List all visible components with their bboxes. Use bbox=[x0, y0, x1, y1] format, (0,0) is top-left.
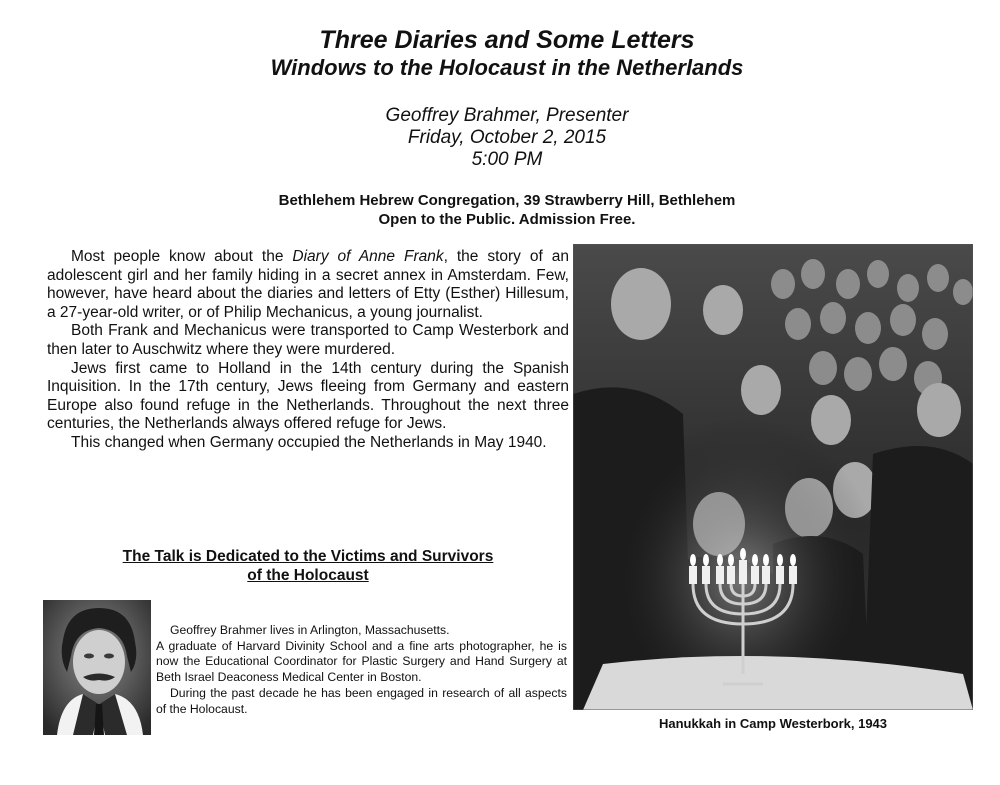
intro-paragraph bbox=[47, 248, 569, 322]
venue-address: Bethlehem Hebrew Congregation, 39 Strawberry Hill, Bethlehem bbox=[278, 192, 736, 209]
presenter-name: Geoffrey Brahmer, Presenter bbox=[385, 105, 629, 126]
dedication-heading bbox=[47, 547, 569, 585]
bio-paragraph: During the past decade he has been engaged in research of all aspects of the Holocaust. bbox=[156, 685, 567, 716]
subtitle: Windows to the Holocaust in the Netherlands bbox=[270, 55, 744, 80]
venue-block bbox=[0, 191, 1000, 229]
presenter-block bbox=[0, 105, 1000, 171]
book-title: Diary of Anne Frank bbox=[292, 248, 444, 265]
dedication-line: The Talk is Dedicated to the Victims and Survivors bbox=[122, 548, 494, 565]
dedication-line: of the Holocaust bbox=[247, 567, 369, 584]
intro-paragraph: Jews first came to Holland in the 14th century during the Spanish Inquisition. In the 17th century, Jews fleeing from Germany and eastern Europe also found refuge in the Netherlands. Throughout the next three centuries, the Netherlands always offered refuge for Jews. bbox=[47, 359, 569, 433]
event-time: 5:00 PM bbox=[471, 149, 543, 170]
title-block bbox=[0, 26, 1000, 81]
intro-p1-after: , the story of an adolescent girl and her family hiding in a secret annex in Amsterdam. Few, however, have heard about the diaries and letters of Etty (Esther) Hillesum, a 27-year-old writer, or of Philip Mechanicus, a young journalist. bbox=[47, 248, 569, 321]
intro-paragraph: This changed when Germany occupied the Netherlands in May 1940. bbox=[71, 433, 547, 451]
hanukkah-photo bbox=[573, 244, 973, 710]
bio-paragraph: A graduate of Harvard Divinity School and a fine arts photographer, he is now the Educational Coordinator for Plastic Surgery and Hand Surgery at Beth Israel Deaconess Medical Center in Boston. bbox=[156, 638, 567, 685]
photo-caption: Hanukkah in Camp Westerbork, 1943 bbox=[658, 716, 888, 731]
event-date: Friday, October 2, 2015 bbox=[407, 127, 607, 148]
presenter-portrait bbox=[43, 600, 151, 735]
admission-note: Open to the Public. Admission Free. bbox=[378, 211, 636, 228]
presenter-bio bbox=[156, 623, 567, 717]
main-title: Three Diaries and Some Letters bbox=[319, 26, 695, 54]
intro-p1-before: Most people know about the bbox=[71, 248, 293, 265]
intro-text bbox=[47, 248, 569, 453]
bio-paragraph: Geoffrey Brahmer lives in Arlington, Massachusetts. bbox=[170, 623, 450, 637]
intro-paragraph: Both Frank and Mechanicus were transported to Camp Westerbork and then later to Auschwitz where they were murdered. bbox=[47, 322, 569, 358]
